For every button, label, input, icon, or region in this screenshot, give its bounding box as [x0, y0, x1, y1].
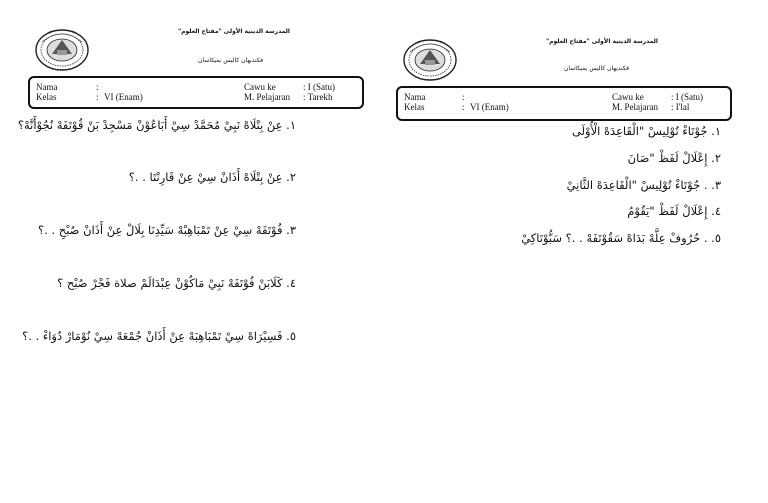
question-item: ٣. فُوْتَفَهْ سِيْ عِنْ تَمْبَاهِبْهْ سَيِّدِنَا بِلَالْ عِنْ أَذَانْ صُبْحِ . .؟: [38, 223, 296, 237]
question-item: ١. عِنْ بِتْلَاهْ نَبِيْ مُحَمَّدْ سِيْ أَبَاعُوْنْ مَسْجِدْ بَنْ قُوْتَفَهْ نُجُوْأَنَّهْ؟: [17, 118, 296, 132]
question-item: ٥. فَسِيْرَاهْ سِيْ تَمْبَاهِبَهْ عِنْ أَذَانْ جُمْعَهْ سِيْ نُوْمَارْ دُوَاءْ . .؟: [22, 329, 296, 343]
question-item: ٤. كَلَابَنْ فُوْتَفَهْ نَبِيْ مَاكُوْنْ عِبْدَالَمْ صلاة فَجْرْ صُبْح ؟: [57, 276, 296, 290]
mapel-value: : Tarekh: [303, 92, 333, 102]
kelas-label: Kelas: [404, 102, 425, 112]
nama-label: Nama: [404, 92, 426, 102]
cawu-value: : I (Satu): [671, 92, 703, 102]
question-item: ٢. عِنْ بِتْلَاهْ أَذَانْ سِيْ عِنْ قَارِنْتَا . .؟: [128, 170, 296, 184]
nama-label: Nama: [36, 82, 58, 92]
cawu-label: Cawu ke: [244, 82, 276, 92]
exam-sheet-ilal: [392, 0, 764, 503]
question-item: ١. جُوْتَاءْ تُوْلِيسْ "الْقَاعِدَهْ الْأُوْلَى: [571, 124, 721, 138]
cawu-label: Cawu ke: [612, 92, 644, 102]
mapel-label: M. Pelajaran: [244, 92, 290, 102]
question-item: ٢. إِعْلَالْ لَفَظْ "صَانَ: [627, 151, 721, 165]
school-emblem-icon: [34, 28, 90, 72]
question-item: ٣. . جُوْتَاءْ تُوْلِيسْ "الْقَاعِدَهْ الثَّانِيْ: [566, 178, 721, 192]
kelas-separator: :: [96, 92, 99, 102]
school-address: فكنديهان كاليس بميكاسان: [564, 65, 629, 72]
question-item: ٤. إِعْلَالْ لَفَظْ "يَقُوْمُ: [627, 204, 721, 218]
question-item: ٥. . حُرُوفْ عِلَّهْ بَدَاهْ سَقُوْتَفَهْ . .؟ سَبُّوْتَاكِيْ: [521, 231, 721, 245]
mapel-label: M. Pelajaran: [612, 102, 658, 112]
school-name: المدرسة الدينية الأولى "مفتاح العلوم": [178, 28, 290, 35]
cawu-value: : I (Satu): [303, 82, 335, 92]
school-name: المدرسة الدينية الأولى "مفتاح العلوم": [546, 38, 658, 45]
school-address: فكنديهان كاليس بميكاسان: [198, 57, 263, 64]
exam-sheet-tarekh: [18, 0, 390, 503]
kelas-value: VI (Enam): [470, 102, 509, 112]
student-info-box: [396, 86, 732, 121]
school-emblem-icon: [402, 38, 458, 82]
nama-separator: :: [462, 92, 465, 102]
kelas-value: VI (Enam): [104, 92, 143, 102]
nama-separator: :: [96, 82, 99, 92]
mapel-value: : I'lal: [671, 102, 690, 112]
kelas-separator: :: [462, 102, 465, 112]
student-info-box: [28, 76, 364, 109]
kelas-label: Kelas: [36, 92, 57, 102]
